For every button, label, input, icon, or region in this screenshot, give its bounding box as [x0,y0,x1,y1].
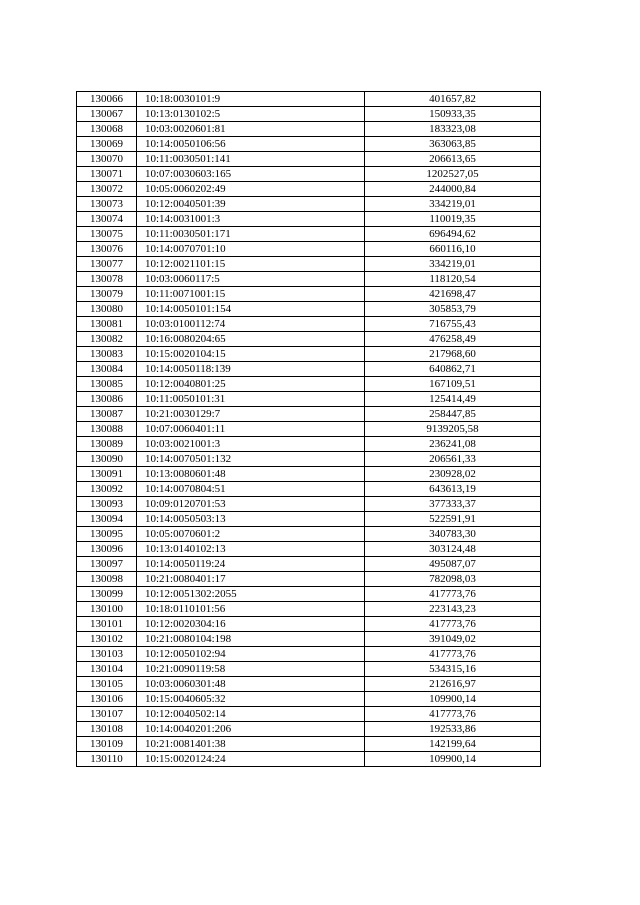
table-row [77,122,541,137]
row-number: 130073 [77,197,137,212]
table-row [77,107,541,122]
cadastral-number: 10:13:0130102:5 [137,107,365,122]
cadastral-number: 10:05:0060202:49 [137,182,365,197]
table-row [77,437,541,452]
table-row [77,632,541,647]
cadastral-value: 421698,47 [365,287,541,302]
cadastral-number: 10:13:0080601:48 [137,467,365,482]
cadastral-number: 10:11:0030501:171 [137,227,365,242]
cadastral-value: 640862,71 [365,362,541,377]
row-number: 130068 [77,122,137,137]
cadastral-number: 10:12:0050102:94 [137,647,365,662]
cadastral-number: 10:11:0050101:31 [137,392,365,407]
cadastral-value: 334219,01 [365,197,541,212]
row-number: 130083 [77,347,137,362]
row-number: 130080 [77,302,137,317]
cadastral-number: 10:07:0060401:11 [137,422,365,437]
row-number: 130075 [77,227,137,242]
cadastral-value: 340783,30 [365,527,541,542]
row-number: 130103 [77,647,137,662]
row-number: 130091 [77,467,137,482]
cadastral-number: 10:15:0020124:24 [137,752,365,767]
row-number: 130107 [77,707,137,722]
table-row [77,197,541,212]
row-number: 130081 [77,317,137,332]
row-number: 130089 [77,437,137,452]
table-row [77,752,541,767]
row-number: 130087 [77,407,137,422]
cadastral-number: 10:14:0050503:13 [137,512,365,527]
row-number: 130100 [77,602,137,617]
cadastral-number: 10:12:0040502:14 [137,707,365,722]
table-row [77,227,541,242]
cadastral-number: 10:14:0031001:3 [137,212,365,227]
cadastral-number: 10:11:0071001:15 [137,287,365,302]
cadastral-value: 192533,86 [365,722,541,737]
row-number: 130090 [77,452,137,467]
cadastral-number: 10:13:0140102:13 [137,542,365,557]
cadastral-value: 334219,01 [365,257,541,272]
cadastral-value: 782098,03 [365,572,541,587]
cadastral-number: 10:21:0030129:7 [137,407,365,422]
table-row [77,737,541,752]
table-row [77,512,541,527]
row-number: 130102 [77,632,137,647]
table-row [77,407,541,422]
row-number: 130110 [77,752,137,767]
cadastral-value: 183323,08 [365,122,541,137]
cadastral-number: 10:12:0021101:15 [137,257,365,272]
cadastral-value: 1202527,05 [365,167,541,182]
row-number: 130106 [77,692,137,707]
table-row [77,617,541,632]
cadastral-number: 10:12:0040501:39 [137,197,365,212]
row-number: 130099 [77,587,137,602]
table-row [77,362,541,377]
row-number: 130097 [77,557,137,572]
cadastral-number: 10:14:0040201:206 [137,722,365,737]
cadastral-number: 10:03:0060117:5 [137,272,365,287]
table-row [77,152,541,167]
cadastral-number: 10:14:0070501:132 [137,452,365,467]
cadastral-value: 303124,48 [365,542,541,557]
cadastral-value: 258447,85 [365,407,541,422]
table-row [77,302,541,317]
cadastral-value: 118120,54 [365,272,541,287]
cadastral-value: 363063,85 [365,137,541,152]
row-number: 130105 [77,677,137,692]
cadastral-number: 10:09:0120701:53 [137,497,365,512]
cadastral-value: 150933,35 [365,107,541,122]
table-row [77,557,541,572]
cadastral-number: 10:14:0070701:10 [137,242,365,257]
table-row [77,257,541,272]
table-row [77,542,541,557]
cadastral-value: 212616,97 [365,677,541,692]
cadastral-value: 9139205,58 [365,422,541,437]
cadastral-number: 10:14:0050101:154 [137,302,365,317]
cadastral-number: 10:05:0070601:2 [137,527,365,542]
row-number: 130085 [77,377,137,392]
cadastral-number: 10:11:0030501:141 [137,152,365,167]
cadastral-number: 10:18:0110101:56 [137,602,365,617]
cadastral-value: 391049,02 [365,632,541,647]
cadastral-value: 716755,43 [365,317,541,332]
row-number: 130093 [77,497,137,512]
cadastral-number: 10:18:0030101:9 [137,92,365,107]
cadastral-number: 10:16:0080204:65 [137,332,365,347]
row-number: 130070 [77,152,137,167]
cadastral-value: 696494,62 [365,227,541,242]
cadastral-value: 522591,91 [365,512,541,527]
cadastral-number: 10:21:0090119:58 [137,662,365,677]
table-row [77,167,541,182]
cadastral-value: 417773,76 [365,587,541,602]
table-row [77,647,541,662]
row-number: 130074 [77,212,137,227]
table-body [77,92,541,767]
row-number: 130084 [77,362,137,377]
table-row [77,722,541,737]
cadastral-value: 217968,60 [365,347,541,362]
row-number: 130077 [77,257,137,272]
row-number: 130086 [77,392,137,407]
row-number: 130104 [77,662,137,677]
row-number: 130094 [77,512,137,527]
cadastral-value: 495087,07 [365,557,541,572]
row-number: 130067 [77,107,137,122]
cadastral-value: 223143,23 [365,602,541,617]
cadastral-number: 10:21:0080401:17 [137,572,365,587]
table-row [77,392,541,407]
cadastral-value: 230928,02 [365,467,541,482]
cadastral-value: 417773,76 [365,617,541,632]
cadastral-number: 10:14:0070804:51 [137,482,365,497]
table-row [77,182,541,197]
row-number: 130095 [77,527,137,542]
table-row [77,482,541,497]
table-row [77,467,541,482]
cadastral-number: 10:15:0040605:32 [137,692,365,707]
cadastral-number: 10:14:0050119:24 [137,557,365,572]
table-row [77,347,541,362]
table-row [77,527,541,542]
row-number: 130069 [77,137,137,152]
cadastral-number: 10:03:0100112:74 [137,317,365,332]
row-number: 130098 [77,572,137,587]
cadastral-value: 206613,65 [365,152,541,167]
row-number: 130066 [77,92,137,107]
cadastral-number: 10:14:0050118:139 [137,362,365,377]
cadastral-value: 244000,84 [365,182,541,197]
cadastral-value: 417773,76 [365,647,541,662]
cadastral-value: 660116,10 [365,242,541,257]
table-row [77,287,541,302]
cadastral-number: 10:21:0081401:38 [137,737,365,752]
cadastral-value: 643613,19 [365,482,541,497]
table-row [77,692,541,707]
cadastral-number: 10:15:0020104:15 [137,347,365,362]
row-number: 130088 [77,422,137,437]
cadastral-value: 305853,79 [365,302,541,317]
row-number: 130079 [77,287,137,302]
row-number: 130071 [77,167,137,182]
row-number: 130072 [77,182,137,197]
table-row [77,317,541,332]
cadastral-number: 10:03:0060301:48 [137,677,365,692]
row-number: 130076 [77,242,137,257]
cadastral-number: 10:12:0040801:25 [137,377,365,392]
row-number: 130108 [77,722,137,737]
cadastral-number: 10:12:0051302:2055 [137,587,365,602]
table-row [77,572,541,587]
table-row [77,452,541,467]
row-number: 130078 [77,272,137,287]
row-number: 130096 [77,542,137,557]
cadastral-value: 206561,33 [365,452,541,467]
table-row [77,272,541,287]
table-row [77,707,541,722]
cadastral-value: 401657,82 [365,92,541,107]
row-number: 130082 [77,332,137,347]
table-row [77,497,541,512]
cadastral-value: 109900,14 [365,752,541,767]
row-number: 130109 [77,737,137,752]
cadastral-value: 110019,35 [365,212,541,227]
table-row [77,137,541,152]
row-number: 130101 [77,617,137,632]
cadastral-value: 476258,49 [365,332,541,347]
table-row [77,662,541,677]
cadastral-value: 377333,37 [365,497,541,512]
table-row [77,677,541,692]
cadastral-value: 109900,14 [365,692,541,707]
table-row [77,332,541,347]
cadastral-value: 125414,49 [365,392,541,407]
table-row [77,422,541,437]
cadastral-value: 167109,51 [365,377,541,392]
table-row [77,212,541,227]
cadastral-value: 534315,16 [365,662,541,677]
cadastral-value-table [76,91,541,767]
table-row [77,242,541,257]
table-row [77,92,541,107]
table-row [77,602,541,617]
cadastral-number: 10:14:0050106:56 [137,137,365,152]
cadastral-value: 142199,64 [365,737,541,752]
cadastral-value: 417773,76 [365,707,541,722]
row-number: 130092 [77,482,137,497]
cadastral-number: 10:12:0020304:16 [137,617,365,632]
table-row [77,377,541,392]
cadastral-number: 10:03:0020601:81 [137,122,365,137]
cadastral-number: 10:03:0021001:3 [137,437,365,452]
table-row [77,587,541,602]
cadastral-number: 10:07:0030603:165 [137,167,365,182]
cadastral-number: 10:21:0080104:198 [137,632,365,647]
cadastral-value: 236241,08 [365,437,541,452]
